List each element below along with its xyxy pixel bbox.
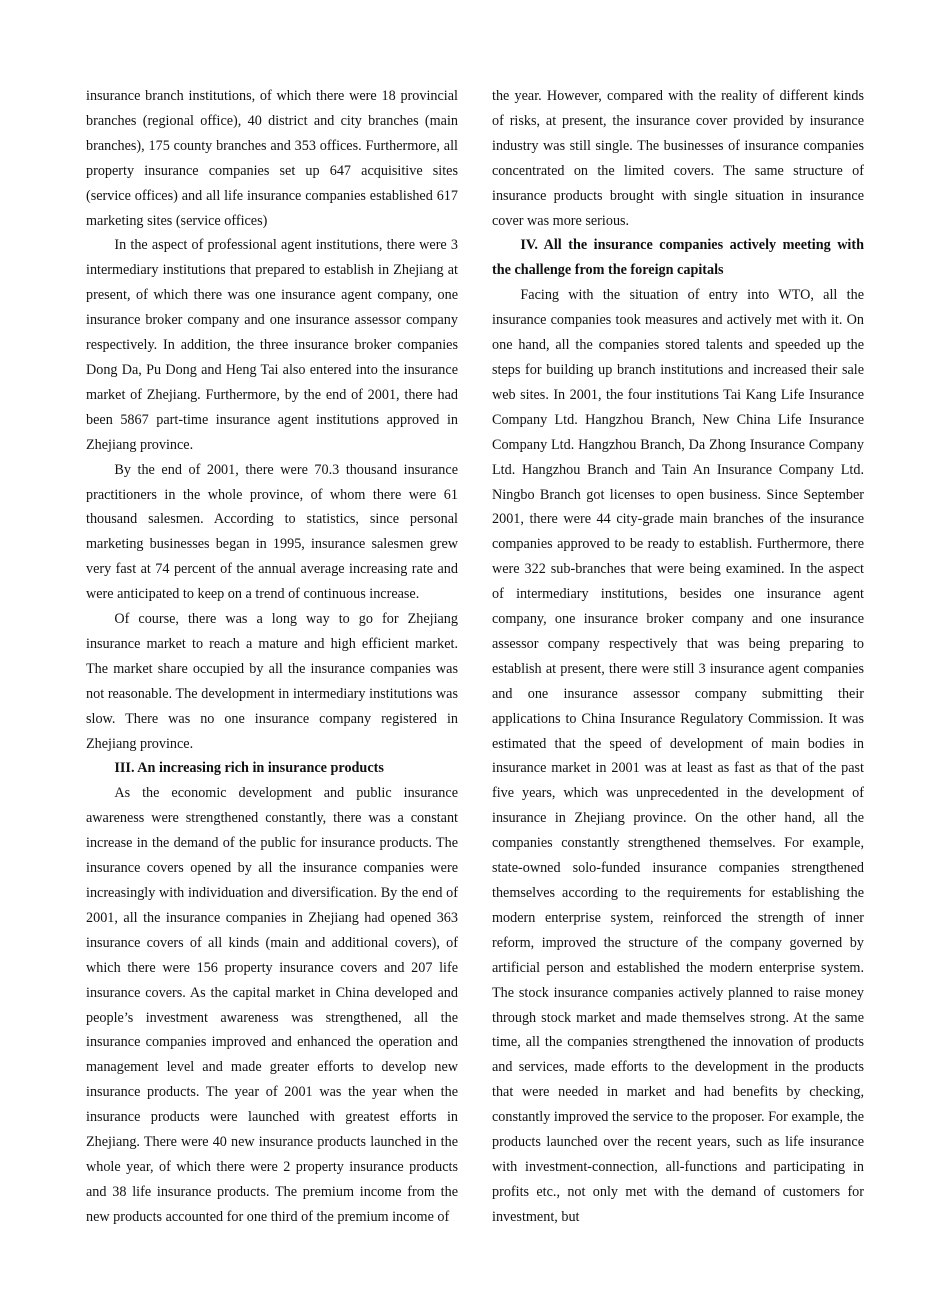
paragraph: In the aspect of professional agent institutions, there were 3 intermediary institutions that prepared to establish in Zhejiang at present, of which there was one insurance agent company, one insurance broker company and one insurance assessor company respectively. In addition, the three insurance broker companies Dong Da, Pu Dong and Heng Tai also entered into the insurance market of Zhejiang. Furthermore, by the end of 2001, there had been 5867 part-time insurance agent institutions approved in Zhejiang province. bbox=[86, 237, 458, 453]
paragraph: As the economic development and public insurance awareness were strengthened constantly, there was a constant increase in the demand of the public for insurance products. The insurance covers opened by all the insurance companies were increasingly with individuation and diversification. By the end of 2001, all the insurance companies in Zhejiang had opened 363 insurance covers of all kinds (main and additional covers), of which there were 156 property insurance covers and 207 life insurance covers. As the capital market in China developed and people’s investment awareness was strengthened, all the insurance companies improved and enhanced the operation and management level and made greater efforts to develop new insurance products. The year of 2001 was the year when the insurance products were launched with greatest efforts in Zhejiang. There were 40 new insurance products launched in the whole year, of which there were 2 property insurance products and 38 life insurance products. The premium income from the new products accounted for one third of the premium income of bbox=[86, 785, 458, 1225]
section-heading-iii: III. An increasing rich in insurance products bbox=[114, 760, 384, 777]
paragraph: Of course, there was a long way to go for Zhejiang insurance market to reach a mature and high efficient market. The market share occupied by all the insurance companies was not reasonable. The development in intermediary institutions was slow. There was no one insurance company registered in Zhejiang province. bbox=[86, 611, 458, 752]
paragraph: insurance branch institutions, of which there were 18 provincial branches (regional office), 40 district and city branches (main branches), 175 county branches and 353 offices. Furthermore, all property insurance companies set up 647 acquisitive sites (service offices) and all life insurance companies established 617 marketing sites (service offices) bbox=[86, 88, 458, 229]
left-column bbox=[86, 84, 458, 1230]
paragraph: Facing with the situation of entry into WTO, all the insurance companies took measures and actively met with it. On one hand, all the companies stored talents and speeded up the steps for building up branch institutions and increased their sale web sites. In 2001, the four institutions Tai Kang Life Insurance Company Ltd. Hangzhou Branch, New China Life Insurance Company Ltd. Hangzhou Branch, Da Zhong Insurance Company Ltd. Hangzhou Branch and Tain An Insurance Company Ltd. Ningbo Branch got licenses to open business. Since September 2001, there were 44 city-grade main branches of the insurance companies approved to be ready to establish. Furthermore, there were 322 sub-branches that were being examined. In the aspect of intermediary institutions, besides one insurance agent company, one insurance broker company and one insurance assessor company respectively that was being preparing to establish at present, there were still 3 insurance agent companies and one insurance assessor company submitting their applications to China Insurance Regulatory Commission. It was estimated that the speed of development of main bodies in insurance market in 2001 was at least as fast as that of the past five years, which was unprecedented in the development of insurance in Zhejiang province. On the other hand, all the companies constantly strengthened themselves. For example, state-owned solo-funded insurance companies strengthened themselves according to the requirements for establishing the modern enterprise system, reinforced the strength of inner reform, improved the structure of the company governed by artificial person and established the modern enterprise system. The stock insurance companies actively planned to raise money through stock market and made themselves strong. At the same time, all the companies strengthened the innovation of products and services, made efforts to the development in the products that were needed in market and had benefits by checking, constantly improved the service to the proposer. For example, the products launched over the recent years, such as life insurance with investment-connection, all-functions and participating in profits etc., not only met with the demand of customers for investment, but bbox=[492, 287, 864, 1225]
section-heading-iv: IV. All the insurance companies actively meeting with the challenge from the foreign capitals bbox=[492, 237, 864, 279]
paragraph: By the end of 2001, there were 70.3 thousand insurance practitioners in the whole province, of whom there were 61 thousand salesmen. According to statistics, since personal marketing businesses began in 1995, insurance salesmen grew very fast at 74 percent of the annual average increasing rate and were anticipated to keep on a trend of continuous increase. bbox=[86, 461, 458, 603]
paragraph: the year. However, compared with the reality of different kinds of risks, at present, the insurance cover provided by insurance industry was still single. The businesses of insurance companies concentrated on the limited covers. The same structure of insurance products brought with single situation in insurance cover was more serious. bbox=[492, 88, 864, 229]
right-column bbox=[492, 84, 864, 1230]
